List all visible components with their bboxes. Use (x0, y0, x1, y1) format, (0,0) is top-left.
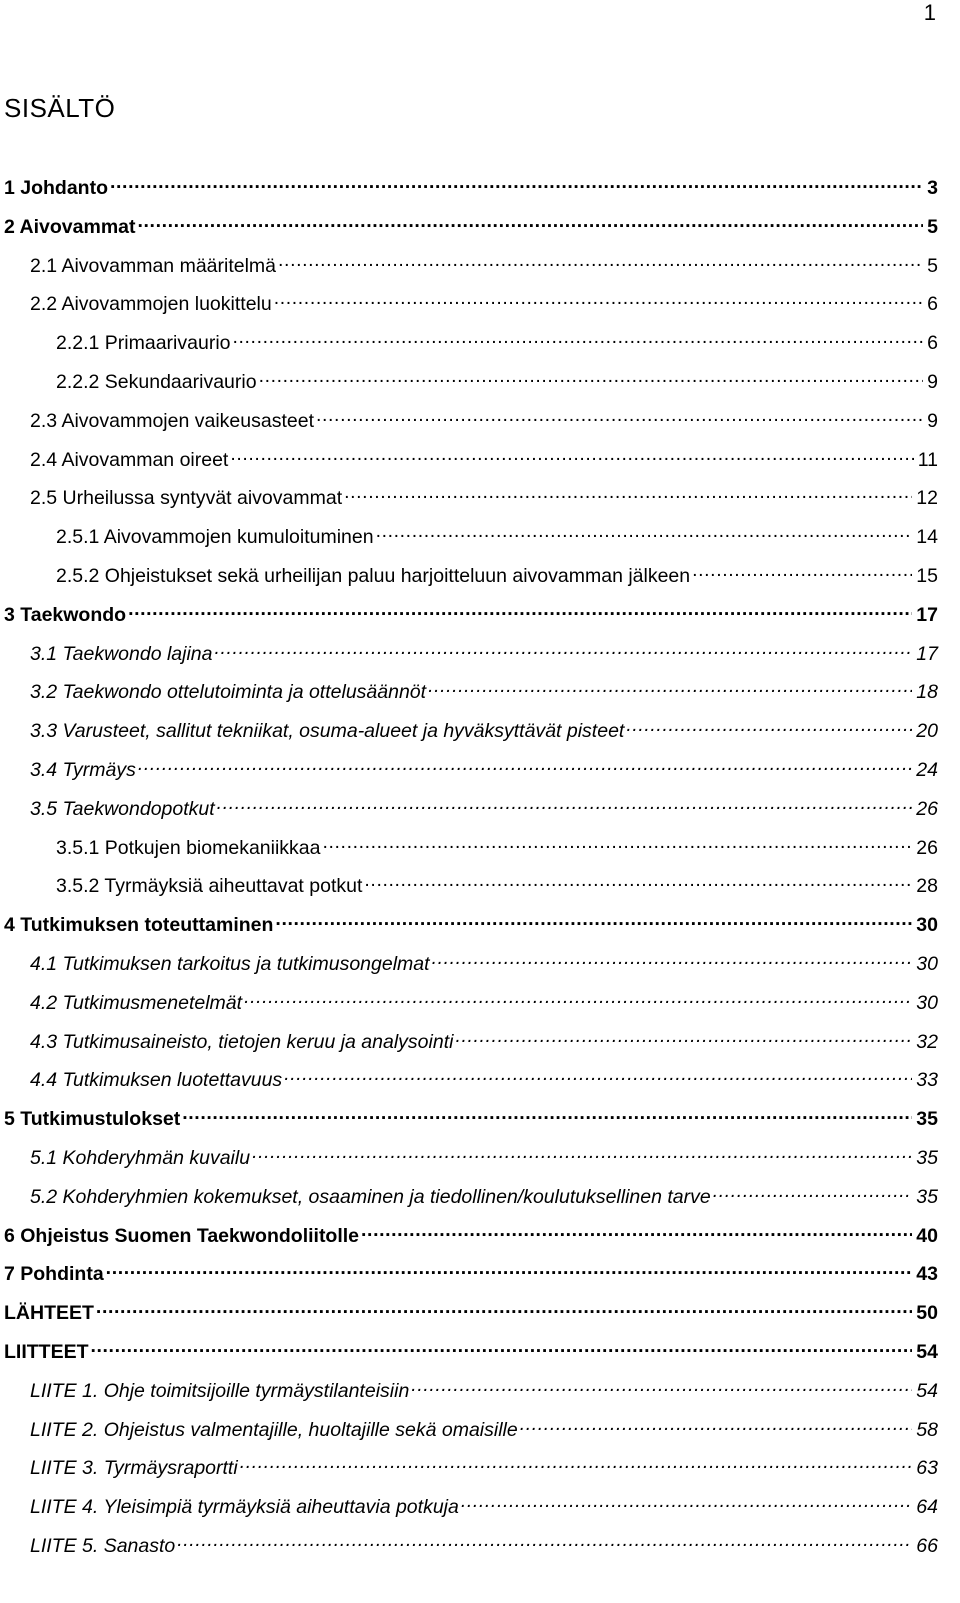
toc-entry[interactable] (4, 909, 938, 937)
toc-entry-page: 20 (916, 720, 938, 743)
toc-entry[interactable] (30, 948, 938, 976)
toc-entry-label: LÄHTEET (4, 1302, 94, 1325)
toc-entry[interactable] (56, 366, 938, 394)
toc-entry[interactable] (30, 288, 938, 316)
dot-leader (240, 1452, 913, 1474)
toc-entry-page: 66 (916, 1535, 938, 1557)
toc-entry-page: 35 (916, 1108, 938, 1131)
toc-entry[interactable] (30, 715, 938, 743)
dot-leader (626, 715, 912, 737)
dot-leader (138, 754, 912, 776)
toc-entry-page: 5 (927, 215, 938, 238)
toc-entry-label: 3.5.2 Tyrmäyksiä aiheuttavat potkut (56, 875, 363, 898)
toc-entry-page: 30 (916, 953, 938, 975)
toc-entry-page: 54 (916, 1379, 938, 1402)
toc-entry-page: 26 (916, 797, 938, 820)
toc-entry-label: 2.5.2 Ohjeistukset sekä urheilijan paluu harjoitteluun aivovamman jälkeen (56, 565, 691, 587)
toc-entry-page: 54 (916, 1341, 938, 1363)
toc-entry[interactable] (30, 1414, 938, 1442)
toc-entry[interactable] (4, 1258, 938, 1286)
toc-entry-page: 40 (916, 1224, 938, 1247)
toc-entry-label: 4.3 Tutkimusaineisto, tietojen keruu ja analysointi (30, 1030, 454, 1053)
dot-leader (344, 482, 912, 504)
dot-leader (364, 870, 912, 892)
toc-entry-page: 15 (916, 565, 938, 587)
toc-entry[interactable] (4, 599, 938, 627)
dot-leader (110, 172, 923, 194)
dot-leader (692, 560, 912, 582)
toc-entry[interactable] (4, 211, 938, 239)
toc-entry[interactable] (56, 832, 938, 860)
toc-entry-page: 50 (916, 1302, 938, 1325)
toc-entry-page: 63 (916, 1457, 938, 1480)
dot-leader (323, 832, 913, 854)
toc-entry-label: 2.5 Urheilussa syntyvät aivovammat (30, 487, 343, 510)
toc-entry-page: 35 (916, 1185, 938, 1208)
toc-entry[interactable] (4, 1103, 938, 1131)
toc-entry-page: 18 (916, 681, 938, 704)
toc-entry-page: 30 (916, 991, 938, 1014)
toc-entry-label: LIITE 3. Tyrmäysraportti (30, 1457, 238, 1480)
toc-entry[interactable] (30, 1064, 938, 1092)
dot-leader (428, 676, 912, 698)
dot-leader (284, 1064, 912, 1086)
toc-entry[interactable] (30, 1142, 938, 1170)
toc-heading: SISÄLTÖ (4, 93, 116, 123)
toc-entry-page: 64 (916, 1496, 938, 1519)
dot-leader (376, 521, 913, 543)
toc-entry-page: 43 (916, 1263, 938, 1286)
dot-leader (106, 1258, 913, 1280)
toc-entry-page: 5 (927, 254, 938, 277)
dot-leader (215, 638, 913, 660)
dot-leader (91, 1336, 913, 1358)
toc-entry[interactable] (30, 638, 938, 666)
dot-leader (96, 1297, 912, 1319)
toc-entry[interactable] (4, 1297, 938, 1325)
dot-leader (233, 327, 924, 349)
toc-entry-label: 6 Ohjeistus Suomen Taekwondoliitolle (4, 1224, 360, 1247)
dot-leader (138, 211, 924, 233)
toc-entry-label: LIITE 1. Ohje toimitsijoille tyrmäystilanteisiin (30, 1379, 410, 1402)
toc-entry-page: 6 (927, 293, 938, 316)
toc-entry-page: 17 (916, 603, 938, 626)
toc-entry-page: 28 (916, 875, 938, 898)
dot-leader (411, 1375, 912, 1397)
toc-entry-label: 3.4 Tyrmäys (30, 759, 136, 781)
toc-entry-label: 2.1 Aivovamman määritelmä (30, 254, 277, 277)
toc-entry-label: 2.2 Aivovammojen luokittelu (30, 293, 272, 316)
toc-entry[interactable] (30, 1026, 938, 1054)
toc-entry-page: 17 (916, 642, 938, 665)
dot-leader (259, 366, 924, 388)
toc-entry-page: 6 (927, 332, 938, 355)
toc-entry-label: 3.1 Taekwondo lajina (30, 642, 213, 665)
dot-leader (461, 1491, 912, 1513)
dot-leader (520, 1414, 913, 1436)
toc-entry-label: 7 Pohdinta (4, 1263, 104, 1286)
toc-entry-label: 1 Johdanto (4, 177, 109, 199)
toc-entry-page: 12 (916, 487, 938, 510)
toc-entry-label: 3.3 Varusteet, sallitut tekniikat, osuma-alueet ja hyväksyttävät pisteet (30, 720, 625, 743)
page-number: 1 (923, 0, 936, 25)
toc-entry-label: 4.2 Tutkimusmenetelmät (30, 991, 243, 1014)
dot-leader (432, 948, 913, 970)
toc-entry-label: 2 Aivovammat (4, 215, 136, 238)
toc-entry-page: 14 (916, 526, 938, 549)
toc-entry-page: 26 (916, 836, 938, 859)
toc-entry-label: 5 Tutkimustulokset (4, 1108, 181, 1131)
dot-leader (182, 1103, 912, 1125)
toc-entry[interactable] (30, 793, 938, 821)
dot-leader (230, 444, 913, 466)
toc-entry[interactable] (30, 1181, 938, 1209)
toc-entry[interactable] (56, 521, 938, 549)
toc-entry[interactable] (30, 250, 938, 278)
toc-entry-page: 3 (927, 177, 938, 199)
toc-entry-page: 11 (917, 448, 938, 471)
toc-entry[interactable] (56, 870, 938, 898)
toc-entry-page: 58 (916, 1418, 938, 1441)
toc-entry-page: 33 (916, 1069, 938, 1092)
toc-entry[interactable] (30, 1530, 938, 1558)
toc-entry-page: 9 (927, 371, 938, 393)
dot-leader (177, 1530, 912, 1552)
toc-entry-label: 5.1 Kohderyhmän kuvailu (30, 1147, 251, 1169)
dot-leader (128, 599, 912, 621)
toc-entry[interactable] (30, 676, 938, 704)
toc-entry[interactable] (30, 754, 938, 782)
toc-entry-label: LIITE 5. Sanasto (30, 1535, 176, 1557)
toc-entry[interactable] (30, 1375, 938, 1403)
toc-entry-page: 35 (916, 1147, 938, 1169)
toc-entry-label: 2.2.1 Primaarivaurio (56, 332, 231, 355)
toc-entry[interactable] (30, 1452, 938, 1480)
toc-entry[interactable] (4, 172, 938, 200)
toc-entry[interactable] (4, 1220, 938, 1248)
dot-leader (713, 1181, 913, 1203)
toc-entry-label: 3.5 Taekwondopotkut (30, 797, 215, 820)
dot-leader (455, 1026, 912, 1048)
toc-entry-label: 2.4 Aivovamman oireet (30, 448, 229, 471)
toc-entry[interactable] (30, 987, 938, 1015)
toc-entry-page: 32 (916, 1030, 938, 1053)
toc-entry-label: LIITTEET (4, 1341, 89, 1363)
toc-entry-label: 5.2 Kohderyhmien kokemukset, osaaminen ja tiedollinen/koulutuksellinen tarve (30, 1185, 711, 1208)
dot-leader (278, 250, 923, 272)
toc-entry-label: 3.2 Taekwondo ottelutoiminta ja ottelusäännöt (30, 681, 427, 704)
dot-leader (244, 987, 912, 1009)
toc-entry-label: 4 Tutkimuksen toteuttaminen (4, 914, 274, 937)
toc-entry-page: 30 (916, 914, 938, 937)
dot-leader (274, 288, 923, 310)
toc-entry-label: 4.4 Tutkimuksen luotettavuus (30, 1069, 283, 1092)
toc-entry-label: LIITE 4. Yleisimpiä tyrmäyksiä aiheuttavia potkuja (30, 1496, 459, 1519)
toc-entry-label: 2.3 Aivovammojen vaikeusasteet (30, 409, 314, 432)
toc-entry[interactable] (30, 482, 938, 510)
toc-entry-label: 2.2.2 Sekundaarivaurio (56, 371, 257, 393)
dot-leader (361, 1220, 912, 1242)
dot-leader (275, 909, 912, 931)
toc-entry-label: 3.5.1 Potkujen biomekaniikkaa (56, 836, 321, 859)
toc-entry[interactable] (56, 560, 938, 588)
toc-entry-page: 9 (927, 409, 938, 432)
toc-entry-label: 4.1 Tutkimuksen tarkoitus ja tutkimusongelmat (30, 953, 430, 975)
toc-entry[interactable] (56, 327, 938, 355)
toc-entry[interactable] (30, 1491, 938, 1519)
toc-entry-label: 2.5.1 Aivovammojen kumuloituminen (56, 526, 374, 549)
toc-entry[interactable] (4, 1336, 938, 1364)
toc-entry-label: LIITE 2. Ohjeistus valmentajille, huoltajille sekä omaisille (30, 1418, 518, 1441)
dot-leader (316, 405, 923, 427)
toc-entry[interactable] (30, 444, 938, 472)
toc-entry-page: 24 (916, 759, 938, 781)
toc-entry[interactable] (30, 405, 938, 433)
toc-entry-label: 3 Taekwondo (4, 603, 127, 626)
dot-leader (217, 793, 913, 815)
dot-leader (252, 1142, 912, 1164)
